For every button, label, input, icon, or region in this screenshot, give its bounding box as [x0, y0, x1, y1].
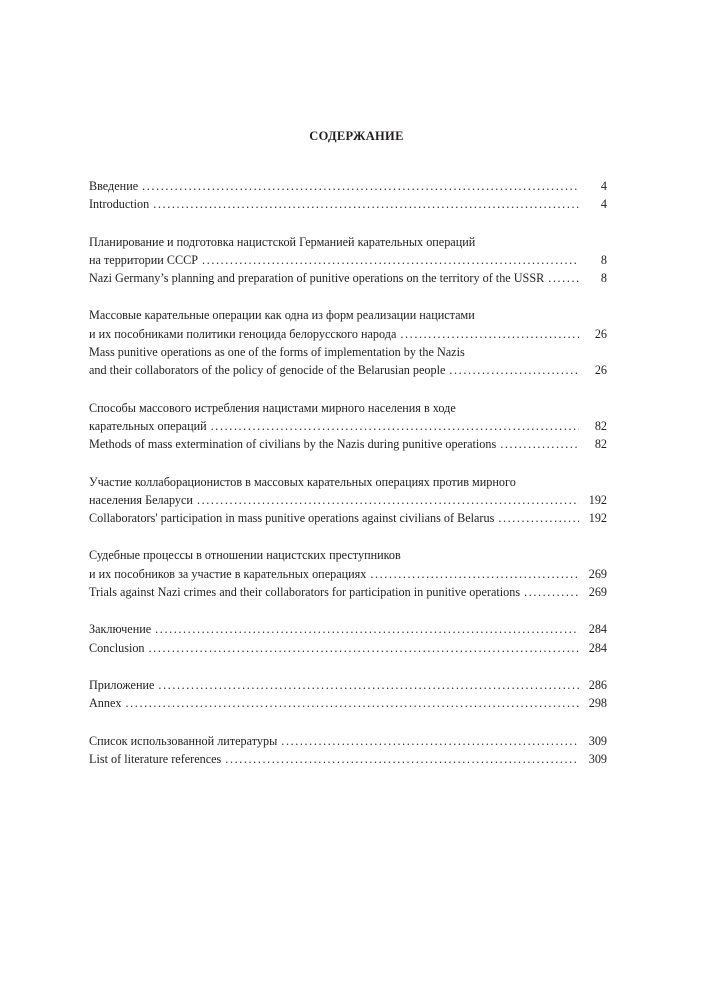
- toc-entry-continued: [89, 546, 607, 564]
- dot-leader: [500, 435, 579, 453]
- toc-page-number: 82: [594, 437, 607, 452]
- dot-leader: [548, 269, 579, 287]
- toc-entry-title: List of literature references: [89, 751, 222, 766]
- toc-entry-title: Collaborators' participation in mass punitive operations against civilians of Belarus: [89, 511, 495, 526]
- dot-leader: [153, 195, 579, 213]
- toc-entry-title: Способы массового истребления нацистами мирного населения в ходе: [89, 400, 456, 415]
- toc-entry[interactable]: [89, 491, 607, 509]
- toc-page-number: 4: [600, 197, 607, 212]
- toc-entry-title: карательных операций: [89, 418, 207, 433]
- toc-entry[interactable]: [89, 361, 607, 379]
- toc-entry[interactable]: [89, 325, 607, 343]
- toc-entry-title: Methods of mass extermination of civilians by the Nazis during punitive operations: [89, 437, 497, 452]
- toc-entry[interactable]: [89, 417, 607, 435]
- toc-entry-title: Introduction: [89, 197, 150, 212]
- toc-entry-title: населения Беларуси: [89, 492, 193, 507]
- toc-page-number: 192: [588, 511, 607, 526]
- toc-entry[interactable]: [89, 620, 607, 638]
- toc-page-number: 8: [600, 252, 607, 267]
- dot-leader: [149, 639, 579, 657]
- dot-leader: [524, 583, 579, 601]
- toc-page-number: 26: [594, 363, 607, 378]
- dot-leader: [155, 620, 579, 638]
- toc-entry[interactable]: [89, 195, 607, 213]
- toc-entry-title: and their collaborators of the policy of genocide of the Belarusian people: [89, 363, 446, 378]
- toc-entry-title: Участие коллаборационистов в массовых карательных операциях против мирного: [89, 474, 516, 489]
- toc-section: [89, 676, 607, 713]
- toc-entry-title: Приложение: [89, 677, 155, 692]
- toc-entry-title: Планирование и подготовка нацистской Германией карательных операций: [89, 234, 476, 249]
- toc-section: [89, 306, 607, 379]
- dot-leader: [449, 361, 579, 379]
- toc-entry[interactable]: [89, 750, 607, 768]
- toc-page-number: 309: [588, 751, 607, 766]
- toc-page-number: 284: [588, 640, 607, 655]
- dot-leader: [498, 509, 579, 527]
- table-of-contents: [89, 177, 607, 768]
- toc-entry-title: Annex: [89, 696, 122, 711]
- toc-section: [89, 233, 607, 288]
- toc-page-number: 284: [588, 622, 607, 637]
- toc-section: [89, 620, 607, 657]
- toc-entry-title: Заключение: [89, 622, 152, 637]
- toc-section: [89, 546, 607, 601]
- toc-entry-title: Введение: [89, 179, 139, 193]
- toc-entry-title: Nazi Germany’s planning and preparation of punitive operations on the territory of the USSR: [89, 271, 545, 286]
- toc-entry[interactable]: [89, 269, 607, 287]
- toc-entry-continued: [89, 399, 607, 417]
- toc-entry[interactable]: [89, 565, 607, 583]
- toc-entry-title: Trials against Nazi crimes and their collaborators for participation in punitive operations: [89, 585, 521, 600]
- toc-page-number: 8: [600, 271, 607, 286]
- toc-entry[interactable]: [89, 177, 607, 195]
- toc-section: [89, 732, 607, 769]
- toc-section: [89, 399, 607, 454]
- toc-entry-title: и их пособниками политики геноцида белорусского народа: [89, 326, 397, 341]
- toc-entry-continued: [89, 473, 607, 491]
- dot-leader: [142, 177, 579, 195]
- toc-entry-continued: [89, 233, 607, 251]
- toc-page-number: 4: [600, 179, 607, 193]
- toc-page-number: 269: [588, 566, 607, 581]
- toc-entry-continued: [89, 306, 607, 324]
- toc-entry[interactable]: [89, 509, 607, 527]
- toc-entry-continued: [89, 343, 607, 361]
- toc-page-number: 298: [588, 696, 607, 711]
- toc-entry[interactable]: [89, 694, 607, 712]
- toc-entry-title: Mass punitive operations as one of the forms of implementation by the Nazis: [89, 345, 465, 360]
- toc-entry[interactable]: [89, 639, 607, 657]
- page-title: СОДЕРЖАНИЕ: [309, 129, 404, 143]
- toc-section: [89, 177, 607, 214]
- toc-page-number: 82: [594, 418, 607, 433]
- toc-entry-title: Conclusion: [89, 640, 145, 655]
- toc-entry[interactable]: [89, 251, 607, 269]
- dot-leader: [158, 676, 579, 694]
- dot-leader: [400, 325, 579, 343]
- dot-leader: [197, 491, 579, 509]
- dot-leader: [211, 417, 579, 435]
- toc-entry[interactable]: [89, 583, 607, 601]
- dot-leader: [281, 732, 579, 750]
- toc-page-number: 286: [588, 677, 607, 692]
- toc-entry-title: и их пособников за участие в карательных операциях: [89, 566, 367, 581]
- toc-entry-title: на территории СССР: [89, 252, 199, 267]
- toc-page-number: 192: [588, 492, 607, 507]
- toc-page-number: 309: [588, 733, 607, 748]
- toc-entry[interactable]: [89, 435, 607, 453]
- dot-leader: [370, 565, 579, 583]
- toc-section: [89, 473, 607, 528]
- dot-leader: [126, 694, 580, 712]
- toc-page-number: 269: [588, 585, 607, 600]
- toc-entry-title: Судебные процессы в отношении нацистских преступников: [89, 548, 401, 563]
- toc-page-number: 26: [594, 326, 607, 341]
- toc-entry[interactable]: [89, 676, 607, 694]
- toc-entry[interactable]: [89, 732, 607, 750]
- dot-leader: [225, 750, 579, 768]
- dot-leader: [202, 251, 579, 269]
- toc-entry-title: Список использованной литературы: [89, 733, 278, 748]
- toc-entry-title: Массовые карательные операции как одна из форм реализации нацистами: [89, 308, 475, 323]
